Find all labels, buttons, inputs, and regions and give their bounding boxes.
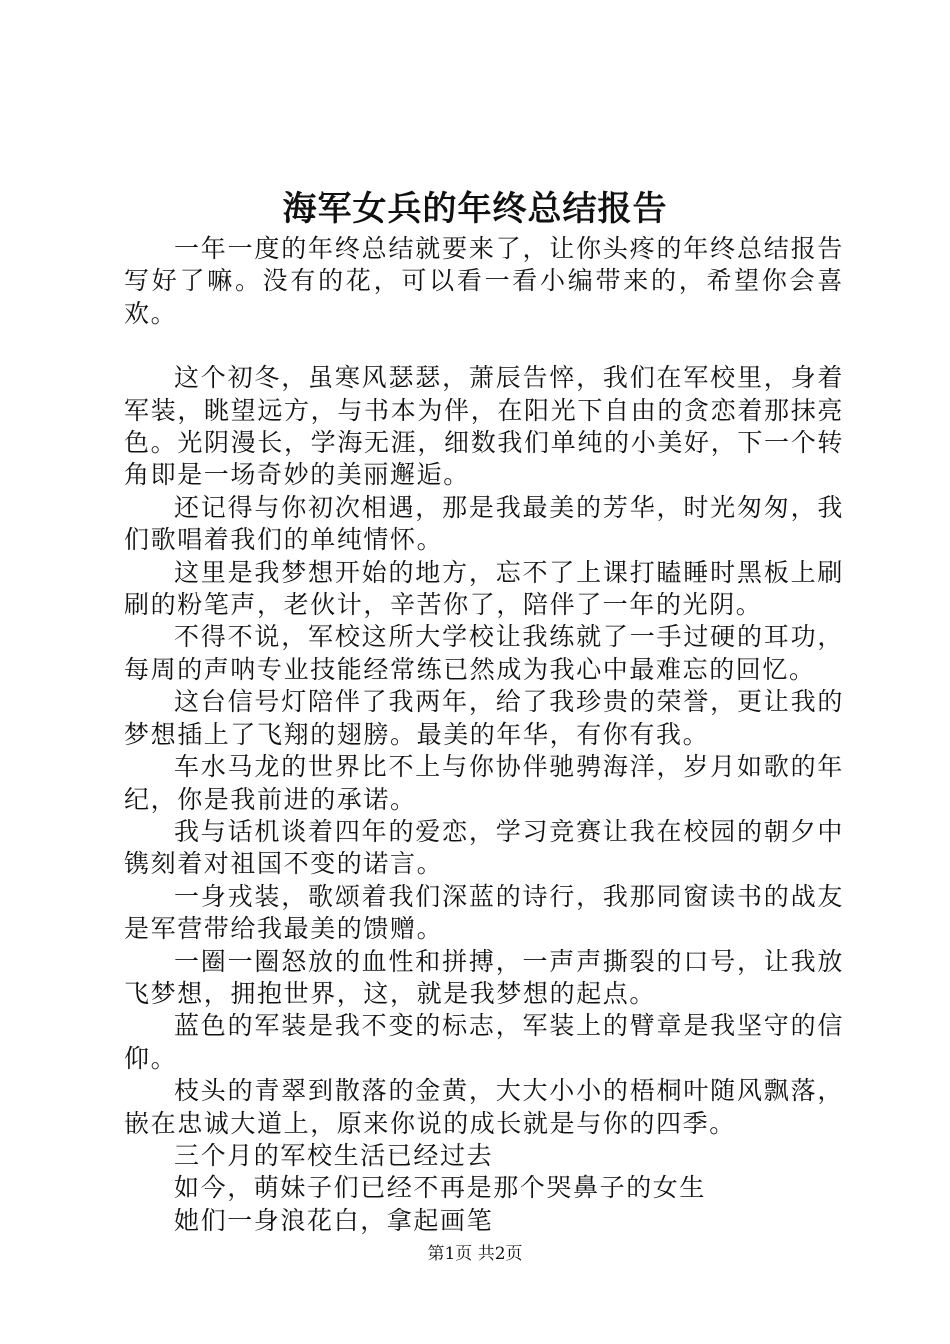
body-paragraph: 蓝色的军装是我不变的标志，军装上的臂章是我坚守的信仰。: [124, 1011, 844, 1073]
body-paragraph: 如今，萌妹子们已经不再是那个哭鼻子的女生: [174, 1173, 707, 1203]
body-paragraph: 一圈一圈怒放的血性和拼搏，一声声撕裂的口号，让我放飞梦想，拥抱世界，这，就是我梦想的起点。: [124, 946, 844, 1008]
body-paragraph: 枝头的青翠到散落的金黄，大大小小的梧桐叶随风飘落，嵌在忠诚大道上，原来你说的成长就是与你的四季。: [124, 1076, 844, 1138]
body-paragraph: 她们一身浪花白，拿起画笔: [174, 1205, 494, 1235]
intro-paragraph: 一年一度的年终总结就要来了，让你头疼的年终总结报告写好了嘛。没有的花，可以看一看小编带来的，希望你会喜欢。: [124, 234, 844, 328]
body-paragraph: 不得不说，军校这所大学校让我练就了一手过硬的耳功，每周的声呐专业技能经常练已然成为我心中最难忘的回忆。: [124, 622, 844, 684]
body-paragraph: 还记得与你初次相遇，那是我最美的芳华，时光匆匆，我们歌唱着我们的单纯情怀。: [124, 492, 844, 555]
page-footer: 第1页 共2页: [427, 1244, 523, 1264]
body-paragraph: 这个初冬，虽寒风瑟瑟，萧辰告悴，我们在军校里，身着军装，眺望远方，与书本为伴，在阳光下自由的贪恋着那抹亮色。光阴漫长，学海无涯，细数我们单纯的小美好，下一个转角即是一场奇妙的美丽邂逅。: [124, 363, 844, 490]
body-paragraph: 这里是我梦想开始的地方，忘不了上课打瞌睡时黑板上刷刷的粉笔声，老伙计，辛苦你了，陪伴了一年的光阴。: [124, 557, 844, 620]
body-paragraph: 我与话机谈着四年的爱恋，学习竞赛让我在校园的朝夕中镌刻着对祖国不变的诺言。: [124, 816, 844, 879]
body-paragraph: 三个月的军校生活已经过去: [174, 1140, 494, 1170]
document-body: [124, 233, 844, 1237]
document-title: 海军女兵的年终总结报告: [282, 189, 668, 229]
body-paragraph: 车水马龙的世界比不上与你协伴驰骋海洋，岁月如歌的年纪，你是我前进的承诺。: [124, 752, 844, 814]
body-paragraph: 一身戎装，歌颂着我们深蓝的诗行，我那同窗读书的战友是军营带给我最美的馈赠。: [124, 881, 844, 944]
body-paragraph: 这台信号灯陪伴了我两年，给了我珍贵的荣誉，更让我的梦想插上了飞翔的翅膀。最美的年华，有你有我。: [124, 687, 844, 749]
